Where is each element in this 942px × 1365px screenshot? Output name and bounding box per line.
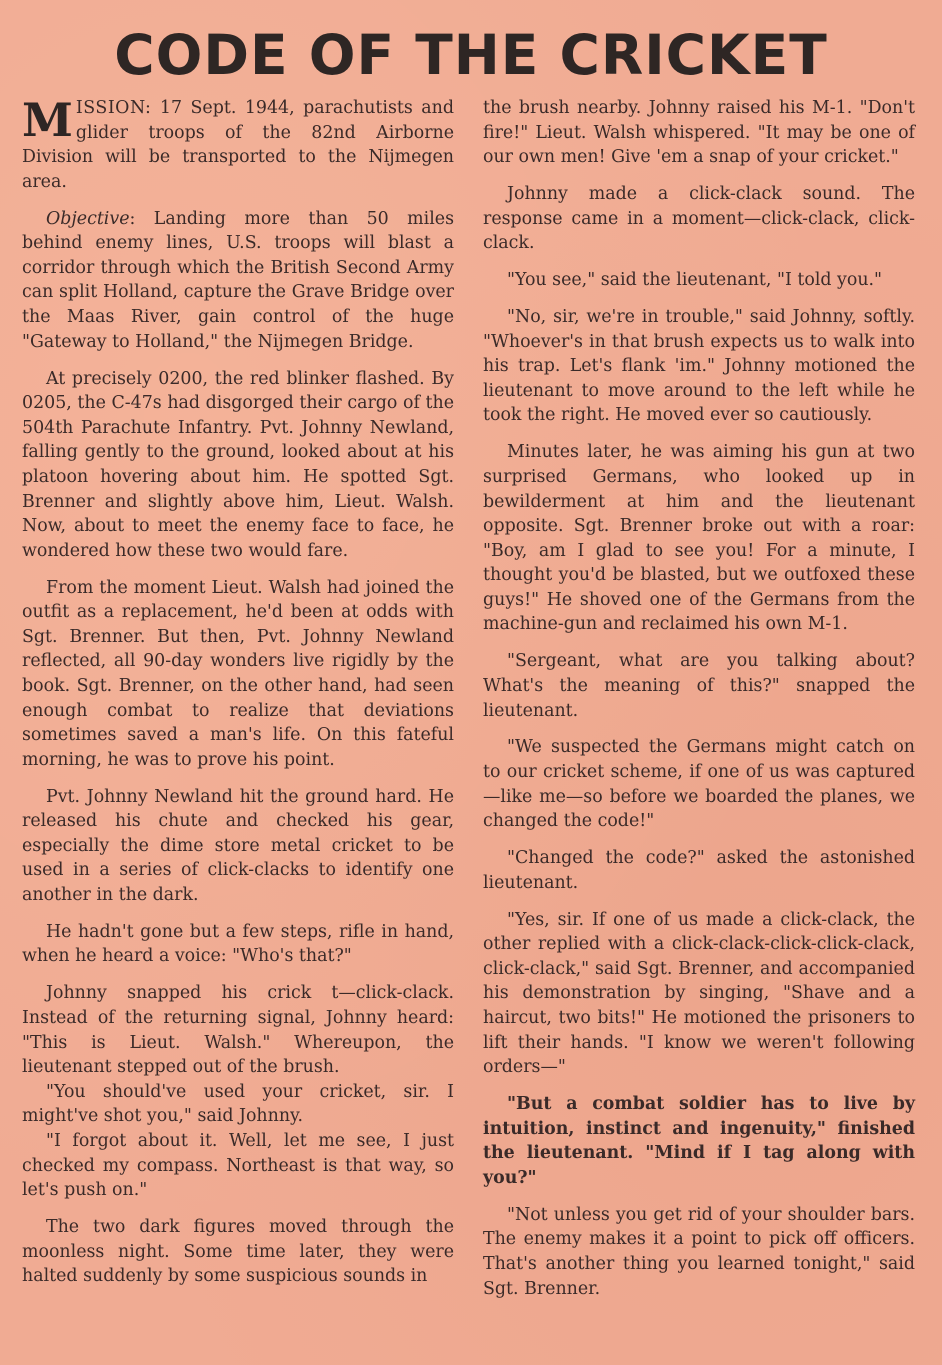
paragraph: The two dark figures moved through the moonless night. Some time later, they were halted suddenly by some suspicious sounds in xyxy=(22,1217,454,1287)
left-column xyxy=(22,93,454,1301)
lead-word: ISSION: xyxy=(75,98,152,118)
paragraph: the brush nearby. Johnny raised his M-1. "Don't fire!" Lieut. Walsh whispered. "It may be one of our own men! Give 'em a snap of your cricket." xyxy=(483,98,915,168)
paragraph: "Yes, sir. If one of us made a click-clack, the other replied with a click-clack-click-click-clack, click-clack," said Sgt. Brenner, and accompanied his demonstration by singing, "Shave and a haircut, two bits!" He motioned the prisoners to lift their hands. "I know we weren't following orders—" xyxy=(483,909,915,1078)
paragraph: "Changed the code?" asked the astonished lieutenant. xyxy=(483,848,915,893)
paragraph: From the moment Lieut. Walsh had joined the outfit as a replacement, he'd been at odds with Sgt. Brenner. But then, Pvt. Johnny Newland reflected, all 90-day wonders live rigidly by the book. Sgt. Brenner, on the other hand, had seen enough combat to realize that deviations sometimes saved a man's life. On this fateful morning, he was to prove his point. xyxy=(22,577,454,770)
page-title: CODE OF THE CRICKET xyxy=(114,23,828,87)
paragraph: "Sergeant, what are you talking about? What's the meaning of this?" snapped the lieutenant. xyxy=(483,651,915,721)
paragraph: Johnny snapped his crick t—click-clack. Instead of the returning signal, Johnny heard: "This is Lieut. Walsh." Whereupon, the lieutenant stepped out of the brush. xyxy=(22,983,454,1078)
paragraph: Minutes later, he was aiming his gun at two surprised Germans, who looked up in bewilderment at him and the lieutenant opposite. Sgt. Brenner broke out with a roar: "Boy, am I glad to see you! For a minute, I thought you'd be blasted, but we outfoxed these guys!" He shoved one of the Germans from the machine-gun and reclaimed his own M-1. xyxy=(483,442,915,635)
paragraph: Pvt. Johnny Newland hit the ground hard. He released his chute and checked his gear, especially the dime store metal cricket to be used in a series of click-clacks to identify one another in the dark. xyxy=(22,786,454,905)
paragraph: "No, sir, we're in trouble," said Johnny, softly. "Whoever's in that brush expects us to walk into his trap. Let's flank 'im." Johnny motioned the lieutenant to move around to the left while he took the right. He moved ever so cautiously. xyxy=(483,307,915,426)
paragraph: "We suspected the Germans might catch on to our cricket scheme, if one of us was captured—like me—so before we boarded the planes, we changed the code!" xyxy=(483,737,915,832)
paragraph: Johnny made a click-clack sound. The response came in a moment—click-clack, click-clack. xyxy=(483,184,915,254)
paragraph: He hadn't gone but a few steps, rifle in hand, when he heard a voice: "Who's that?" xyxy=(22,921,454,967)
drop-cap: M xyxy=(22,93,73,147)
paragraph-bold: "But a combat soldier has to live by intuition, instinct and ingenuity," finished the lieutenant. "Mind if I tag along with you?" xyxy=(483,1094,915,1188)
paragraph: "I forgot about it. Well, let me see, I just checked my compass. Northeast is that way, so let's push on." xyxy=(22,1130,454,1201)
paragraph-text: : Landing more than 50 miles behind enemy lines, U.S. troops will blast a corridor through which the British Second Army can split Holland, capture the Grave Bridge over the Maas River, gain control of the huge "Gateway to Holland," the Nijmegen Bridge. xyxy=(22,208,454,352)
paragraph: "Not unless you get rid of your shoulder bars. The enemy makes it a point to pick off officers. That's another thing you learned tonight," said Sgt. Brenner. xyxy=(483,1204,915,1299)
paragraph: At precisely 0200, the red blinker flashed. By 0205, the C-47s had disgorged their cargo of the 504th Parachute Infantry. Pvt. Johnny Newland, falling gently to the ground, looked about at his platoon hovering about him. He spotted Sgt. Brenner and slightly above him, Lieut. Walsh. Now, about to meet the enemy face to face, he wondered how these two would fare. xyxy=(22,368,454,561)
objective-label: Objective xyxy=(46,208,130,229)
paragraph-text: 17 Sept. 1944, parachutists and glider troops of the 82nd Airborne Division will be transported to the Nijmegen area. xyxy=(22,98,454,192)
paragraph: "You see," said the lieutenant, "I told you." xyxy=(507,270,883,291)
right-column xyxy=(483,96,915,1313)
paragraph-mission xyxy=(22,93,454,194)
paragraph: "You should've used your cricket, sir. I might've shot you," said Johnny. xyxy=(22,1081,454,1127)
paragraph-objective xyxy=(22,207,454,355)
